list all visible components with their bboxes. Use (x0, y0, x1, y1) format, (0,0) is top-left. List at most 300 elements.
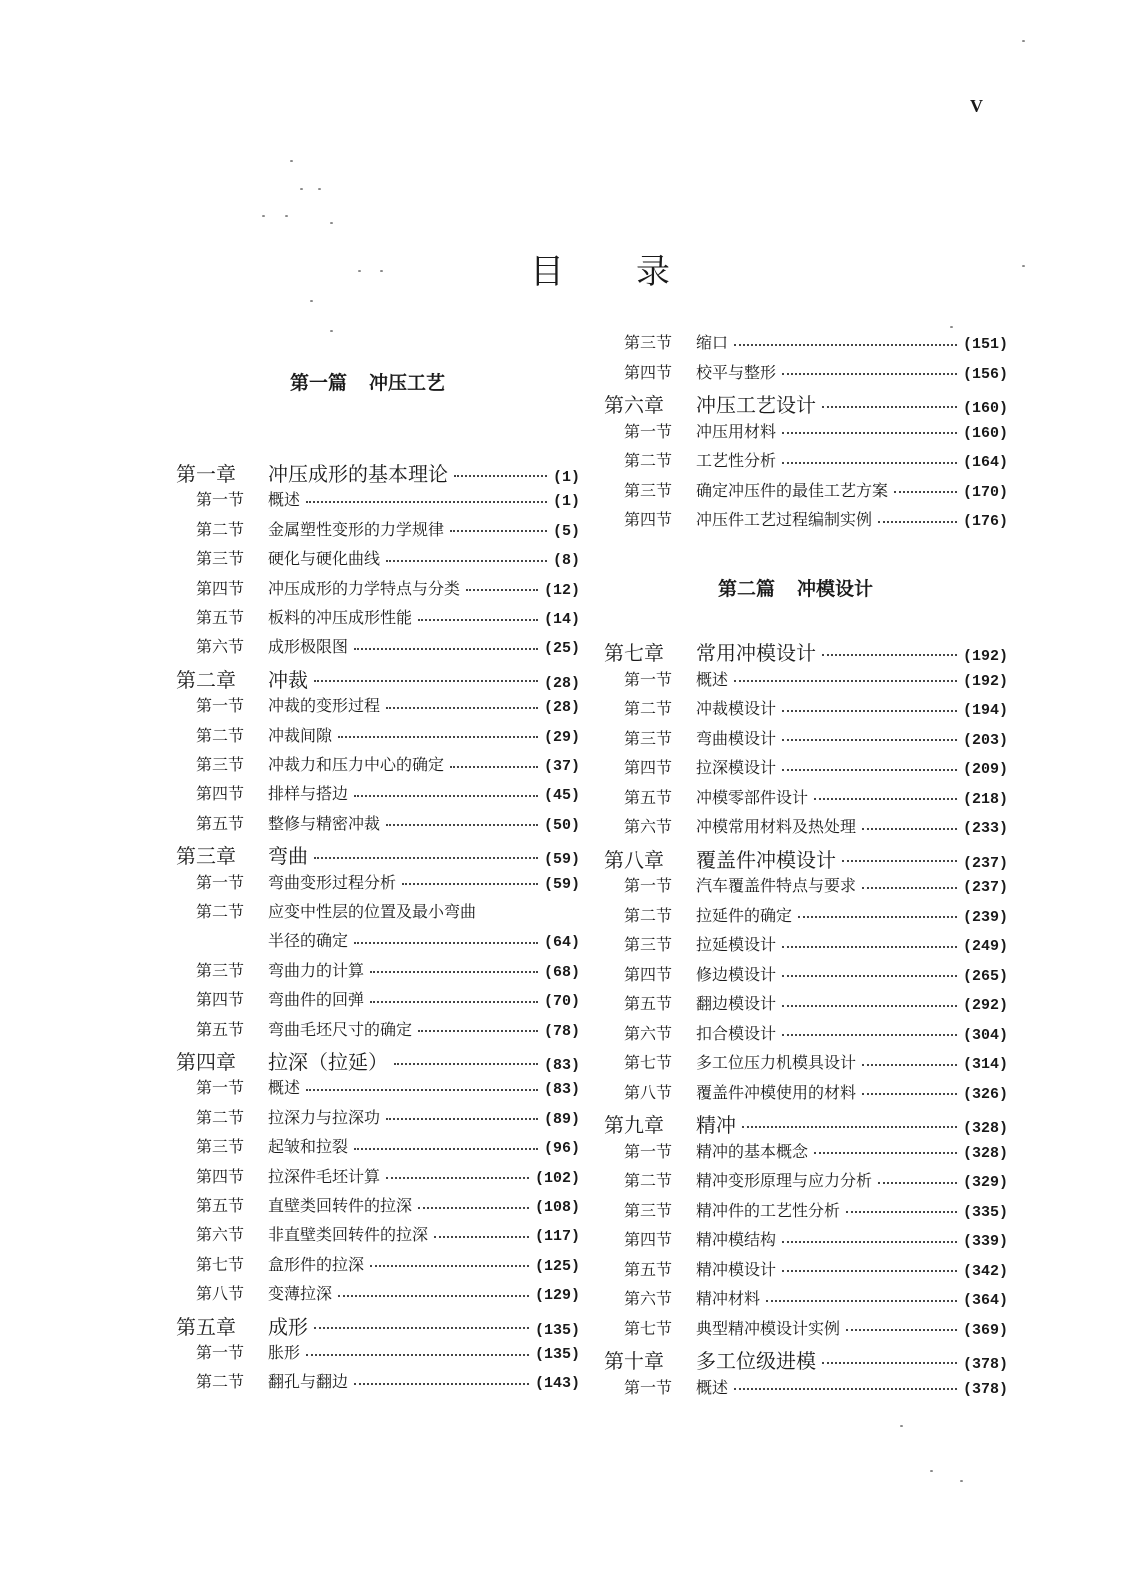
toc-leader-dots (862, 1093, 957, 1095)
toc-entry-label: 第一节 (624, 669, 673, 689)
toc-entry-page: (292) (962, 997, 1008, 1014)
toc-entry-title: 成形 (268, 1314, 308, 1339)
scan-speck (380, 270, 383, 272)
toc-entry-page: (233) (962, 820, 1008, 837)
toc-leader-dots (370, 1001, 538, 1003)
toc-section-entry (604, 932, 1008, 955)
toc-section-entry (604, 873, 1008, 896)
scan-speck (300, 188, 303, 190)
toc-entry-title: 冲压工艺设计 (696, 393, 816, 417)
toc-entry-label: 第五节 (196, 1019, 245, 1039)
toc-entry-title: 拉延模设计 (696, 935, 777, 954)
toc-entry-page: (342) (962, 1262, 1008, 1280)
toc-section-entry (176, 870, 580, 893)
toc-entry-page: (28) (543, 699, 580, 717)
toc-chapter-entry (176, 664, 580, 693)
toc-leader-dots (314, 680, 538, 682)
toc-entry-title: 精冲模结构 (696, 1230, 777, 1249)
toc-leader-dots (370, 1265, 529, 1267)
toc-entry-page: (129) (534, 1287, 580, 1305)
toc-entry-label: 第五章 (176, 1314, 236, 1339)
toc-entry-title: 弯曲 (268, 844, 308, 869)
toc-entry-page: (328) (962, 1144, 1008, 1162)
toc-entry-title: 冲压成形的力学特点与分类 (268, 578, 461, 598)
toc-entry-page: (70) (543, 993, 580, 1011)
toc-section-entry (604, 1021, 1008, 1044)
toc-leader-dots (782, 373, 957, 375)
toc-entry-title: 汽车覆盖件特点与要求 (696, 876, 857, 895)
toc-entry-label: 第十章 (604, 1349, 664, 1373)
toc-section-entry (176, 1164, 580, 1187)
toc-entry-page: (151) (962, 336, 1008, 353)
title-char-2: 录 (636, 252, 670, 292)
toc-entry-title: 典型精冲模设计实例 (696, 1318, 841, 1338)
toc-entry-title: 缩口 (696, 333, 729, 352)
toc-section-entry (604, 419, 1008, 442)
toc-entry-page: (218) (962, 790, 1008, 808)
toc-leader-dots (354, 1383, 529, 1385)
toc-leader-dots (370, 971, 538, 973)
toc-entry-title: 扣合模设计 (696, 1023, 777, 1043)
toc-entry-title: 硬化与硬化曲线 (268, 549, 381, 569)
toc-section-entry (176, 1193, 580, 1216)
part-two-heading (718, 574, 873, 601)
toc-entry-page: (89) (543, 1110, 580, 1128)
toc-entry-page: (328) (962, 1120, 1008, 1137)
toc-entry-title: 冲裁间隙 (268, 725, 333, 745)
toc-leader-dots (782, 739, 957, 741)
toc-entry-label: 第二节 (196, 902, 245, 921)
toc-entry-page: (135) (534, 1321, 580, 1339)
toc-entry-page: (83) (543, 1057, 580, 1074)
toc-leader-dots (782, 946, 957, 948)
toc-entry-label: 第四节 (624, 1230, 673, 1249)
toc-leader-dots (782, 769, 957, 771)
toc-entry-label: 第一节 (624, 1377, 673, 1397)
toc-section-entry (176, 781, 580, 804)
toc-section-entry (604, 755, 1008, 778)
toc-entry-title: 概述 (268, 490, 301, 510)
toc-entry-label: 第五节 (624, 1259, 673, 1279)
toc-leader-dots (314, 857, 538, 859)
toc-entry-page: (125) (534, 1257, 580, 1275)
toc-section-entry (176, 634, 580, 657)
toc-entry-title: 多工位级进模 (696, 1349, 816, 1373)
toc-entry-label: 第三节 (196, 960, 245, 980)
toc-leader-dots (862, 887, 957, 889)
toc-entry-page: (339) (962, 1233, 1008, 1250)
toc-section-entry (604, 1139, 1008, 1162)
toc-entry-page: (329) (962, 1174, 1008, 1191)
toc-entry-label: 第二节 (196, 519, 245, 539)
toc-entry-title: 冲裁的变形过程 (268, 696, 381, 716)
toc-leader-dots (782, 1005, 957, 1007)
toc-entry-page: (78) (543, 1022, 580, 1040)
toc-entry-label: 第三节 (196, 755, 245, 774)
toc-section-entry (604, 478, 1008, 501)
toc-section-entry (176, 811, 580, 834)
part-one-name: 冲压工艺 (369, 372, 446, 394)
toc-entry-page: (209) (962, 761, 1008, 778)
toc-section-entry (176, 1134, 580, 1157)
toc-leader-dots (418, 1030, 538, 1032)
toc-section-entry (604, 1050, 1008, 1073)
toc-leader-dots (450, 766, 538, 768)
toc-entry-title: 弯曲力的计算 (268, 960, 365, 980)
toc-leader-dots (734, 344, 957, 346)
toc-chapter-entry (604, 844, 1008, 873)
scan-speck (285, 215, 288, 217)
toc-section-entry (604, 1168, 1008, 1191)
toc-entry-label: 第七节 (196, 1254, 245, 1274)
toc-section-entry (176, 1105, 580, 1128)
toc-leader-dots (782, 975, 957, 977)
toc-entry-label: 第六章 (604, 393, 664, 417)
toc-entry-label: 第六节 (196, 637, 245, 657)
toc-entry-page: (378) (962, 1356, 1008, 1373)
toc-leader-dots (386, 1118, 538, 1120)
toc-leader-dots (766, 1300, 957, 1302)
toc-entry-label: 第一节 (196, 872, 245, 892)
toc-entry-label: 第三节 (624, 480, 673, 500)
toc-entry-title: 拉深（拉延） (268, 1050, 388, 1074)
toc-chapter-entry (176, 1046, 580, 1075)
toc-entry-page: (1) (552, 493, 580, 511)
scan-speck (330, 222, 333, 224)
toc-section-entry (604, 360, 1008, 383)
toc-leader-dots (842, 860, 957, 862)
toc-entry-title: 胀形 (268, 1343, 301, 1362)
toc-entry-title: 非直壁类回转件的拉深 (268, 1225, 429, 1245)
toc-leader-dots (306, 1354, 529, 1356)
toc-entry-page: (96) (543, 1140, 580, 1158)
toc-entry-page: (12) (543, 581, 580, 599)
toc-entry-title: 精冲的基本概念 (696, 1141, 809, 1161)
toc-entry-label: 第八节 (196, 1284, 245, 1304)
toc-entry-page: (378) (962, 1380, 1008, 1398)
toc-chapter-entry (604, 1345, 1008, 1374)
toc-entry-label: 第四节 (624, 964, 673, 984)
toc-entry-label: 第五节 (624, 787, 673, 807)
toc-entry-page: (314) (962, 1056, 1008, 1073)
toc-entry-label: 第二节 (624, 1171, 673, 1190)
toc-section-entry (176, 605, 580, 628)
toc-leader-dots (338, 736, 538, 738)
toc-entry-page: (102) (534, 1169, 580, 1187)
toc-section-entry (604, 1316, 1008, 1339)
toc-entry-page: (37) (543, 758, 580, 775)
toc-leader-dots (798, 916, 957, 918)
toc-entry-label: 第八节 (624, 1082, 673, 1102)
toc-entry-page: (249) (962, 938, 1008, 955)
toc-entry-title: 排样与搭边 (268, 784, 349, 804)
toc-entry-title: 金属塑性变形的力学规律 (268, 519, 445, 539)
toc-entry-title: 盒形件的拉深 (268, 1254, 365, 1274)
toc-entry-title: 成形极限图 (268, 637, 349, 657)
toc-entry-label: 第四节 (196, 784, 245, 804)
toc-entry-label: 第一节 (624, 1141, 673, 1161)
toc-entry-label: 第四节 (624, 362, 673, 382)
toc-section-entry (176, 1252, 580, 1275)
toc-entry-label: 第三章 (176, 844, 236, 869)
toc-leader-dots (814, 1152, 957, 1154)
toc-entry-page: (203) (962, 731, 1008, 749)
toc-entry-title: 冲压成形的基本理论 (268, 462, 448, 486)
toc-entry-title: 精冲件的工艺性分析 (696, 1200, 841, 1220)
toc-entry-title: 拉深件毛坯计算 (268, 1166, 381, 1186)
toc-entry-label: 第六节 (624, 1023, 673, 1043)
toc-entry-page: (64) (543, 934, 580, 952)
toc-entry-label: 第二节 (624, 699, 673, 718)
toc-entry-page: (304) (962, 1026, 1008, 1044)
toc-entry-title: 弯曲变形过程分析 (268, 872, 397, 892)
toc-entry-label: 第八章 (604, 847, 664, 872)
toc-section-entry (604, 1286, 1008, 1309)
toc-leader-dots (354, 1148, 538, 1150)
toc-leader-dots (814, 798, 957, 800)
toc-entry-label: 第一节 (196, 1078, 245, 1098)
toc-leader-dots (846, 1211, 957, 1213)
toc-entry-title: 起皱和拉裂 (268, 1137, 349, 1157)
toc-section-entry (604, 814, 1008, 837)
toc-entry-label: 第三节 (624, 333, 673, 352)
toc-leader-dots (386, 560, 547, 562)
toc-leader-dots (822, 406, 957, 408)
toc-section-entry (604, 785, 1008, 808)
toc-chapter-entry (176, 840, 580, 869)
toc-entry-page: (28) (543, 674, 580, 692)
toc-entry-title: 精冲 (696, 1113, 736, 1137)
toc-entry-title: 常用冲模设计 (696, 641, 816, 665)
toc-section-entry (176, 1340, 580, 1363)
scan-speck (310, 300, 313, 302)
toc-entry-title: 冲模零部件设计 (696, 787, 809, 807)
toc-section-entry (176, 928, 580, 951)
toc-leader-dots (354, 795, 538, 797)
toc-leader-dots (782, 1241, 957, 1243)
toc-entry-label: 第六节 (624, 817, 673, 836)
toc-entry-title: 校平与整形 (696, 362, 777, 382)
toc-entry-page: (143) (534, 1375, 580, 1393)
toc-entry-label: 第四节 (196, 578, 245, 598)
scan-speck (358, 270, 361, 272)
toc-section-entry (604, 726, 1008, 749)
toc-entry-page: (160) (962, 400, 1008, 417)
toc-entry-title: 拉深模设计 (696, 758, 777, 777)
toc-entry-page: (50) (543, 816, 580, 834)
toc-entry-title: 冲裁 (268, 667, 308, 692)
toc-entry-label: 第二节 (196, 1372, 245, 1392)
toc-entry-page: (25) (543, 640, 580, 658)
scan-speck (290, 160, 293, 162)
toc-leader-dots (354, 648, 538, 650)
scan-speck (330, 330, 333, 332)
toc-entry-title: 确定冲压件的最佳工艺方案 (696, 480, 889, 500)
toc-leader-dots (394, 1063, 538, 1065)
toc-section-entry (176, 1017, 580, 1040)
toc-entry-title: 冲压用材料 (696, 421, 777, 441)
toc-entry-title: 概述 (268, 1078, 301, 1098)
toc-entry-page: (135) (534, 1346, 580, 1363)
toc-entry-title: 弯曲模设计 (696, 728, 777, 748)
toc-entry-label: 第五节 (196, 608, 245, 627)
toc-chapter-entry (176, 1311, 580, 1340)
toc-section-entry (176, 546, 580, 569)
toc-entry-label: 第四节 (196, 1166, 245, 1186)
toc-entry-title: 直壁类回转件的拉深 (268, 1196, 413, 1215)
toc-entry-title: 多工位压力机模具设计 (696, 1053, 857, 1072)
toc-entry-title: 应变中性层的位置及最小弯曲 (268, 902, 477, 921)
toc-entry-title: 修边模设计 (696, 964, 777, 984)
toc-entry-label: 第五节 (196, 813, 245, 833)
toc-leader-dots (846, 1329, 957, 1331)
toc-section-entry (176, 899, 580, 922)
toc-entry-page: (335) (962, 1203, 1008, 1221)
toc-entry-page: (45) (543, 787, 580, 805)
toc-leader-dots (782, 432, 957, 434)
toc-section-entry (176, 1075, 580, 1098)
toc-section-entry (604, 1198, 1008, 1221)
toc-section-entry (176, 487, 580, 510)
toc-leader-dots (386, 707, 538, 709)
toc-entry-title: 覆盖件冲模设计 (696, 847, 836, 872)
toc-entry-label: 第三节 (196, 549, 245, 569)
toc-entry-title: 精冲变形原理与应力分析 (696, 1171, 873, 1190)
toc-section-entry (176, 693, 580, 716)
toc-leader-dots (734, 680, 957, 682)
toc-entry-title: 精冲模设计 (696, 1259, 777, 1279)
toc-entry-title: 冲裁模设计 (696, 699, 777, 718)
toc-entry-label: 第二节 (196, 725, 245, 745)
toc-leader-dots (782, 462, 957, 464)
scan-speck (930, 1470, 933, 1472)
page-title (530, 244, 670, 293)
toc-leader-dots (306, 501, 547, 503)
toc-section-entry (176, 1369, 580, 1392)
toc-entry-title: 翻边模设计 (696, 994, 777, 1013)
toc-entry-title: 拉深力与拉深功 (268, 1107, 381, 1127)
toc-entry-page: (170) (962, 483, 1008, 501)
toc-entry-label: 第二节 (624, 905, 673, 925)
toc-section-entry (176, 1281, 580, 1304)
toc-chapter-entry (176, 458, 580, 487)
toc-leader-dots (434, 1236, 529, 1238)
toc-entry-page: (237) (962, 854, 1008, 872)
toc-leader-dots (418, 619, 538, 621)
toc-entry-page: (29) (543, 728, 580, 746)
toc-entry-label: 第一节 (624, 876, 673, 895)
toc-entry-title: 冲压件工艺过程编制实例 (696, 510, 873, 529)
toc-section-entry (176, 987, 580, 1010)
toc-entry-label: 第一节 (196, 1343, 245, 1362)
toc-entry-page: (192) (962, 648, 1008, 665)
toc-entry-page: (176) (962, 513, 1008, 530)
toc-entry-title: 工艺性分析 (696, 451, 777, 470)
toc-entry-label: 第五节 (624, 994, 673, 1013)
toc-section-entry (604, 1227, 1008, 1250)
toc-leader-dots (306, 1089, 538, 1091)
toc-section-entry (176, 752, 580, 775)
toc-entry-label: 第一章 (176, 462, 236, 486)
toc-entry-label: 第二章 (176, 667, 236, 692)
toc-entry-label: 第七章 (604, 641, 664, 665)
toc-section-entry (604, 448, 1008, 471)
toc-section-entry (604, 667, 1008, 690)
toc-entry-title: 弯曲毛坯尺寸的确定 (268, 1019, 413, 1039)
toc-section-entry (176, 1222, 580, 1245)
toc-entry-page: (108) (534, 1199, 580, 1216)
toc-entry-label: 第三节 (624, 1200, 673, 1220)
toc-entry-title: 板料的冲压成形性能 (268, 608, 413, 627)
toc-entry-label: 第四节 (196, 990, 245, 1010)
toc-entry-label: 第六节 (624, 1289, 673, 1308)
scan-speck (262, 215, 265, 217)
toc-entry-label: 第二节 (196, 1107, 245, 1127)
toc-leader-dots (734, 1388, 957, 1390)
toc-section-entry (604, 1257, 1008, 1280)
scan-speck (1022, 40, 1025, 42)
toc-entry-label: 第七节 (624, 1318, 673, 1338)
page-number: V (970, 96, 983, 116)
scan-speck (960, 1480, 963, 1482)
toc-entry-title: 拉延件的确定 (696, 905, 793, 925)
toc-entry-page: (156) (962, 365, 1008, 383)
toc-leader-dots (466, 589, 538, 591)
toc-leader-dots (386, 1177, 529, 1179)
toc-entry-label: 第三节 (196, 1137, 245, 1157)
toc-leader-dots (862, 1064, 957, 1066)
scan-speck (318, 188, 321, 190)
toc-entry-page: (1) (552, 469, 580, 486)
toc-entry-title: 翻孔与翻边 (268, 1372, 349, 1392)
toc-leader-dots (386, 824, 538, 826)
part-one-heading (290, 368, 445, 395)
toc-entry-page: (192) (962, 672, 1008, 690)
toc-chapter-entry (604, 637, 1008, 666)
toc-entry-title: 整修与精密冲裁 (268, 813, 381, 833)
toc-entry-label: 第一节 (624, 421, 673, 441)
toc-entry-title: 概述 (696, 1377, 729, 1397)
toc-section-entry (604, 696, 1008, 719)
toc-leader-dots (878, 521, 957, 523)
toc-entry-page: (117) (534, 1228, 580, 1246)
part-two-name: 冲模设计 (797, 578, 874, 600)
toc-entry-label: 第四章 (176, 1050, 236, 1074)
toc-leader-dots (742, 1126, 957, 1128)
toc-leader-dots (822, 654, 957, 656)
toc-entry-label: 第六节 (196, 1225, 245, 1245)
toc-entry-page: (68) (543, 963, 580, 981)
toc-section-entry (176, 517, 580, 540)
toc-entry-title: 精冲材料 (696, 1289, 761, 1308)
toc-entry-label: 第五节 (196, 1196, 245, 1215)
toc-section-entry (604, 962, 1008, 985)
toc-section-entry (604, 1080, 1008, 1103)
toc-chapter-entry (604, 389, 1008, 418)
toc-leader-dots (782, 710, 957, 712)
toc-section-entry (604, 903, 1008, 926)
toc-entry-page: (164) (962, 454, 1008, 471)
toc-entry-label: 第四节 (624, 758, 673, 777)
toc-leader-dots (454, 475, 547, 477)
scan-speck (1022, 265, 1025, 267)
toc-leader-dots (354, 942, 538, 944)
toc-leader-dots (878, 1182, 957, 1184)
toc-entry-page: (239) (962, 908, 1008, 926)
toc-leader-dots (450, 530, 547, 532)
toc-entry-label: 第一节 (196, 490, 245, 510)
toc-section-entry (604, 507, 1008, 530)
